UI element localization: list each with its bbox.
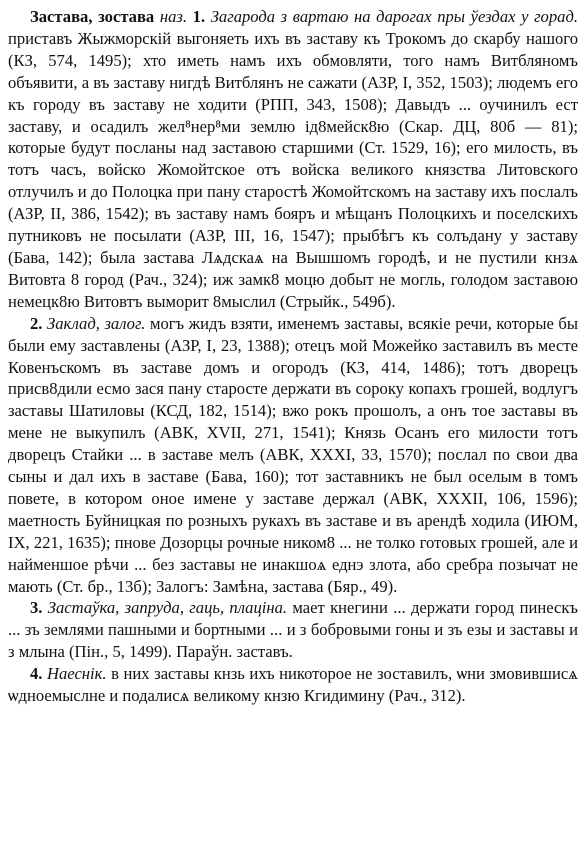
entry-sense-4 — [8, 663, 578, 707]
entry-headword: Застава, зостава — [30, 7, 155, 26]
sense-number: 3. — [30, 598, 43, 618]
sense-gloss: Заклад, залог. — [47, 313, 146, 333]
entry-sense-3 — [8, 597, 578, 663]
entry-sense-2 — [8, 313, 578, 598]
sense-citations: в них заставы кнзь ихъ никоторое не зоставилъ, ѡни змовившисѧ ѡдноемыслне и подалисѧ великому кнзю Кгидимину (Рач., 312). — [8, 664, 578, 706]
sense-citations: могъ жидъ взяти, именемъ заставы, всякіе речи, которые бы были ему заставлены (АЗР, І, 23, 1388); отецъ мой Можейко заставилъ въ месте Ковенъскомъ въ заставе домъ и огородъ (КЗ, 414, 1486); тотъ дворецъ присв8дили есмо зася пану старосте держати въ сороку копахъ грошей, водлугъ заставы Шатиловы (КСД, 182, 1514); вжо рокъ прошолъ, а онъ тое заставы въ мене не выкупилъ (АВК, XVII, 271, 1541); Князь Осанъ его милости тотъ дворецъ Стайки ... в заставе мелъ (АВК, XXXI, 33, 1570); послал по свои два сыны и дал ихъ в заставе (Бава, 160); тот заставникъ не был оселым в томъ повете, в котором оное имене у заставе держал (АВК, XXXII, 106, 1596); маетность Буйницкая по розныхъ рукахъ въ заставе и въ арендѣ ходила (ИЮМ, ІХ, 221, 1635); пнове Дозорцы рочные ником8 ... не толко готовых грошей, але и найменшое рѣчи ... без заставы не инакшоѧ еднэ злота, або сребра позычат не мають (Ст. бр., 13б); Залогъ: Замѣна, застава (Бяр., 49). — [8, 313, 578, 596]
sense-citations: мает кнегини ... держати город пинескъ ... зъ землями пашными и бортными ... и з бобровыми гоны и зъ езы и заставы и з млына (Пін., 5, 1499). Параўн. заставъ. — [8, 598, 578, 662]
entry-pos: наз. — [159, 7, 188, 26]
sense-gloss: Застаўка, запруда, гаць, плаціна. — [47, 598, 288, 618]
sense-gloss: Загарода з вартаю на дарогах пры ўездах у горад. — [210, 7, 578, 26]
sense-citations: приставъ Жыжморскій выгоняеть ихъ въ заставу къ Трокомъ до скарбу нашого (КЗ, 574, 1495); хто иметь намъ ихъ обмовляти, того намъ Витбляномъ объявити, а въ заставу нигдѣ Витблянъ не сажати (АЗР, І, 352, 1503); людемъ его къ городу въ заставу не ходити (РПП, 343, 1508); Давыдъ ... оучинилъ ест заставу, и осадилъ жел⁸нер⁸ми землю ід8мейск8ю (Скар. ДЦ, 80б — 81); которые будут посланы над заставою старшими (Ст. 1529, 16); его милость, въ тотъ часъ, войско Жомойтское отъ войска великого князства Литовского отлучилъ и до Полоцка при пану старостѣ Жомойтскомъ на заставу ихъ послалъ (АЗР, ІІ, 386, 1542); въ заставу намъ бояръ и мѣщанъ Полоцкихъ и поселскихъ путниковъ не посылати (АЗР, ІІІ, 16, 1547); прыбѣгъ къ солъдану у заставу (Бава, 142); была застава Лѧдскаѧ на Вышшомъ городѣ, и не пустили кнзѧ Витовта 8 город (Рач., 324); иж замк8 моцю добыт не могль, голодом заставою немецк8ю Витовтъ выморит 8мыслил (Стрыйк., 549б). — [8, 28, 578, 311]
sense-number: 1. — [192, 7, 206, 26]
sense-number: 2. — [30, 313, 43, 333]
sense-number: 4. — [30, 664, 43, 684]
sense-gloss: Наеснік. — [47, 664, 107, 684]
entry-sense-1 — [8, 6, 578, 313]
